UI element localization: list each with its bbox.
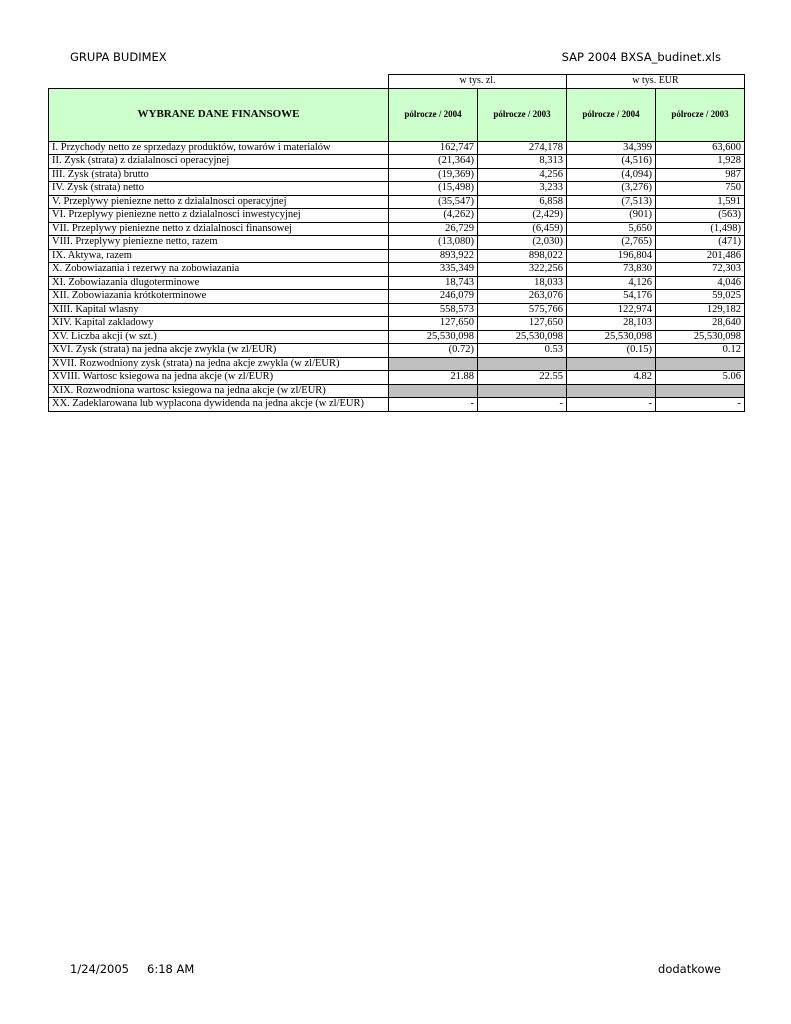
value-cell: 34,399 bbox=[567, 141, 656, 155]
value-cell: 0.12 bbox=[656, 344, 745, 358]
value-cell: (13,080) bbox=[389, 236, 478, 250]
value-cell: 72,303 bbox=[656, 263, 745, 277]
value-cell bbox=[389, 384, 478, 398]
value-cell: 4.82 bbox=[567, 371, 656, 385]
value-cell: 63,600 bbox=[656, 141, 745, 155]
table-row bbox=[49, 195, 745, 209]
value-cell: 22.55 bbox=[478, 371, 567, 385]
value-cell: - bbox=[478, 398, 567, 412]
value-cell: (4,094) bbox=[567, 168, 656, 182]
table-row bbox=[49, 249, 745, 263]
footer-sheet-name: dodatkowe bbox=[658, 962, 721, 976]
value-cell: 0.53 bbox=[478, 344, 567, 358]
value-cell: 8,313 bbox=[478, 155, 567, 169]
period-header: pólrocze / 2004 bbox=[567, 88, 656, 141]
row-label: IV. Zysk (strata) netto bbox=[49, 182, 389, 196]
value-cell: 59,025 bbox=[656, 290, 745, 304]
value-cell bbox=[567, 384, 656, 398]
value-cell: (2,429) bbox=[478, 209, 567, 223]
value-cell: (15,498) bbox=[389, 182, 478, 196]
value-cell: 25,530,098 bbox=[478, 330, 567, 344]
value-cell: 893,922 bbox=[389, 249, 478, 263]
table-title: WYBRANE DANE FINANSOWE bbox=[49, 88, 389, 141]
value-cell: (2,765) bbox=[567, 236, 656, 250]
value-cell: 3,233 bbox=[478, 182, 567, 196]
value-cell: 162,747 bbox=[389, 141, 478, 155]
value-cell: 54,176 bbox=[567, 290, 656, 304]
table-row bbox=[49, 182, 745, 196]
value-cell: 6,858 bbox=[478, 195, 567, 209]
value-cell: 4,126 bbox=[567, 276, 656, 290]
value-cell: 1,591 bbox=[656, 195, 745, 209]
value-cell: 127,650 bbox=[389, 317, 478, 331]
row-label: IX. Aktywa, razem bbox=[49, 249, 389, 263]
row-label: XIV. Kapital zakladowy bbox=[49, 317, 389, 331]
value-cell: (0.15) bbox=[567, 344, 656, 358]
table-row bbox=[49, 236, 745, 250]
row-label: VIII. Przeplywy pieniezne netto, razem bbox=[49, 236, 389, 250]
value-cell: 25,530,098 bbox=[567, 330, 656, 344]
value-cell: (19,369) bbox=[389, 168, 478, 182]
value-cell: 575,766 bbox=[478, 303, 567, 317]
value-cell: 5,650 bbox=[567, 222, 656, 236]
value-cell: (563) bbox=[656, 209, 745, 223]
value-cell: 73,830 bbox=[567, 263, 656, 277]
row-label: XV. Liczba akcji (w szt.) bbox=[49, 330, 389, 344]
value-cell: (6,459) bbox=[478, 222, 567, 236]
value-cell bbox=[478, 384, 567, 398]
row-label: XVII. Rozwodniony zysk (strata) na jedna akcje zwykla (w zl/EUR) bbox=[49, 357, 389, 371]
value-cell: 28,640 bbox=[656, 317, 745, 331]
currency-group-row bbox=[49, 75, 745, 89]
value-cell: 274,178 bbox=[478, 141, 567, 155]
footer-date: 1/24/2005 bbox=[70, 962, 129, 976]
period-header: pólrocze / 2004 bbox=[389, 88, 478, 141]
value-cell: (21,364) bbox=[389, 155, 478, 169]
value-cell: (7,513) bbox=[567, 195, 656, 209]
row-label: XX. Zadeklarowana lub wyplacona dywidenda na jedna akcje (w zl/EUR) bbox=[49, 398, 389, 412]
value-cell: (901) bbox=[567, 209, 656, 223]
table-row bbox=[49, 263, 745, 277]
value-cell: 322,256 bbox=[478, 263, 567, 277]
value-cell: 122,974 bbox=[567, 303, 656, 317]
value-cell: 201,486 bbox=[656, 249, 745, 263]
value-cell: (3,276) bbox=[567, 182, 656, 196]
value-cell: 26,729 bbox=[389, 222, 478, 236]
value-cell: 4,256 bbox=[478, 168, 567, 182]
table-row bbox=[49, 141, 745, 155]
value-cell: 25,530,098 bbox=[656, 330, 745, 344]
value-cell: (471) bbox=[656, 236, 745, 250]
financial-table bbox=[48, 74, 745, 412]
table-row bbox=[49, 317, 745, 331]
row-label: XI. Zobowiazania dlugoterminowe bbox=[49, 276, 389, 290]
footer-time: 6:18 AM bbox=[147, 962, 195, 976]
value-cell: 196,804 bbox=[567, 249, 656, 263]
value-cell bbox=[478, 357, 567, 371]
table-row bbox=[49, 222, 745, 236]
value-cell: 28,103 bbox=[567, 317, 656, 331]
value-cell: 263,076 bbox=[478, 290, 567, 304]
value-cell: (4,262) bbox=[389, 209, 478, 223]
table-row bbox=[49, 168, 745, 182]
row-label: II. Zysk (strata) z dzialalnosci operacyjnej bbox=[49, 155, 389, 169]
value-cell bbox=[656, 357, 745, 371]
value-cell: - bbox=[389, 398, 478, 412]
page-header-filename: SAP 2004 BXSA_budinet.xls bbox=[561, 50, 721, 64]
value-cell bbox=[567, 357, 656, 371]
value-cell: 21.88 bbox=[389, 371, 478, 385]
table-row bbox=[49, 276, 745, 290]
row-label: XIII. Kapital wlasny bbox=[49, 303, 389, 317]
value-cell bbox=[389, 357, 478, 371]
value-cell: 18,033 bbox=[478, 276, 567, 290]
value-cell: - bbox=[656, 398, 745, 412]
row-label: VI. Przeplywy pieniezne netto z dzialalnosci inwestycyjnej bbox=[49, 209, 389, 223]
value-cell: 335,349 bbox=[389, 263, 478, 277]
value-cell: 558,573 bbox=[389, 303, 478, 317]
row-label: I. Przychody netto ze sprzedazy produktów, towarów i materialów bbox=[49, 141, 389, 155]
value-cell: 898,022 bbox=[478, 249, 567, 263]
row-label: XVI. Zysk (strata) na jedna akcje zwykla (w zl/EUR) bbox=[49, 344, 389, 358]
value-cell: 5.06 bbox=[656, 371, 745, 385]
table-row bbox=[49, 398, 745, 412]
value-cell: 18,743 bbox=[389, 276, 478, 290]
value-cell: (2,030) bbox=[478, 236, 567, 250]
value-cell: (1,498) bbox=[656, 222, 745, 236]
period-header: pólrocze / 2003 bbox=[478, 88, 567, 141]
value-cell: - bbox=[567, 398, 656, 412]
table-row bbox=[49, 303, 745, 317]
row-label: XVIII. Wartosc ksiegowa na jedna akcje (w zl/EUR) bbox=[49, 371, 389, 385]
table-row bbox=[49, 209, 745, 223]
table-row bbox=[49, 371, 745, 385]
row-label: X. Zobowiazania i rezerwy na zobowiazania bbox=[49, 263, 389, 277]
value-cell: 127,650 bbox=[478, 317, 567, 331]
table-row bbox=[49, 155, 745, 169]
value-cell: 4,046 bbox=[656, 276, 745, 290]
page-header-company: GRUPA BUDIMEX bbox=[70, 50, 167, 64]
currency-group-pln: w tys. zl. bbox=[389, 75, 567, 89]
value-cell bbox=[656, 384, 745, 398]
row-label: V. Przeplywy pieniezne netto z dzialalnosci operacyjnej bbox=[49, 195, 389, 209]
row-label: XIX. Rozwodniona wartosc ksiegowa na jedna akcje (w zl/EUR) bbox=[49, 384, 389, 398]
value-cell: 1,928 bbox=[656, 155, 745, 169]
table-row bbox=[49, 384, 745, 398]
value-cell: (4,516) bbox=[567, 155, 656, 169]
currency-group-eur: w tys. EUR bbox=[567, 75, 745, 89]
period-header: pólrocze / 2003 bbox=[656, 88, 745, 141]
value-cell: (35,547) bbox=[389, 195, 478, 209]
row-label: III. Zysk (strata) brutto bbox=[49, 168, 389, 182]
value-cell: (0.72) bbox=[389, 344, 478, 358]
row-label: XII. Zobowiazania krótkoterminowe bbox=[49, 290, 389, 304]
table-row bbox=[49, 290, 745, 304]
value-cell: 987 bbox=[656, 168, 745, 182]
value-cell: 129,182 bbox=[656, 303, 745, 317]
value-cell: 750 bbox=[656, 182, 745, 196]
value-cell: 246,079 bbox=[389, 290, 478, 304]
table-row bbox=[49, 357, 745, 371]
period-header-row bbox=[49, 88, 745, 141]
value-cell: 25,530,098 bbox=[389, 330, 478, 344]
table-row bbox=[49, 330, 745, 344]
table-row bbox=[49, 344, 745, 358]
row-label: VII. Przeplywy pieniezne netto z dzialalnosci finansowej bbox=[49, 222, 389, 236]
